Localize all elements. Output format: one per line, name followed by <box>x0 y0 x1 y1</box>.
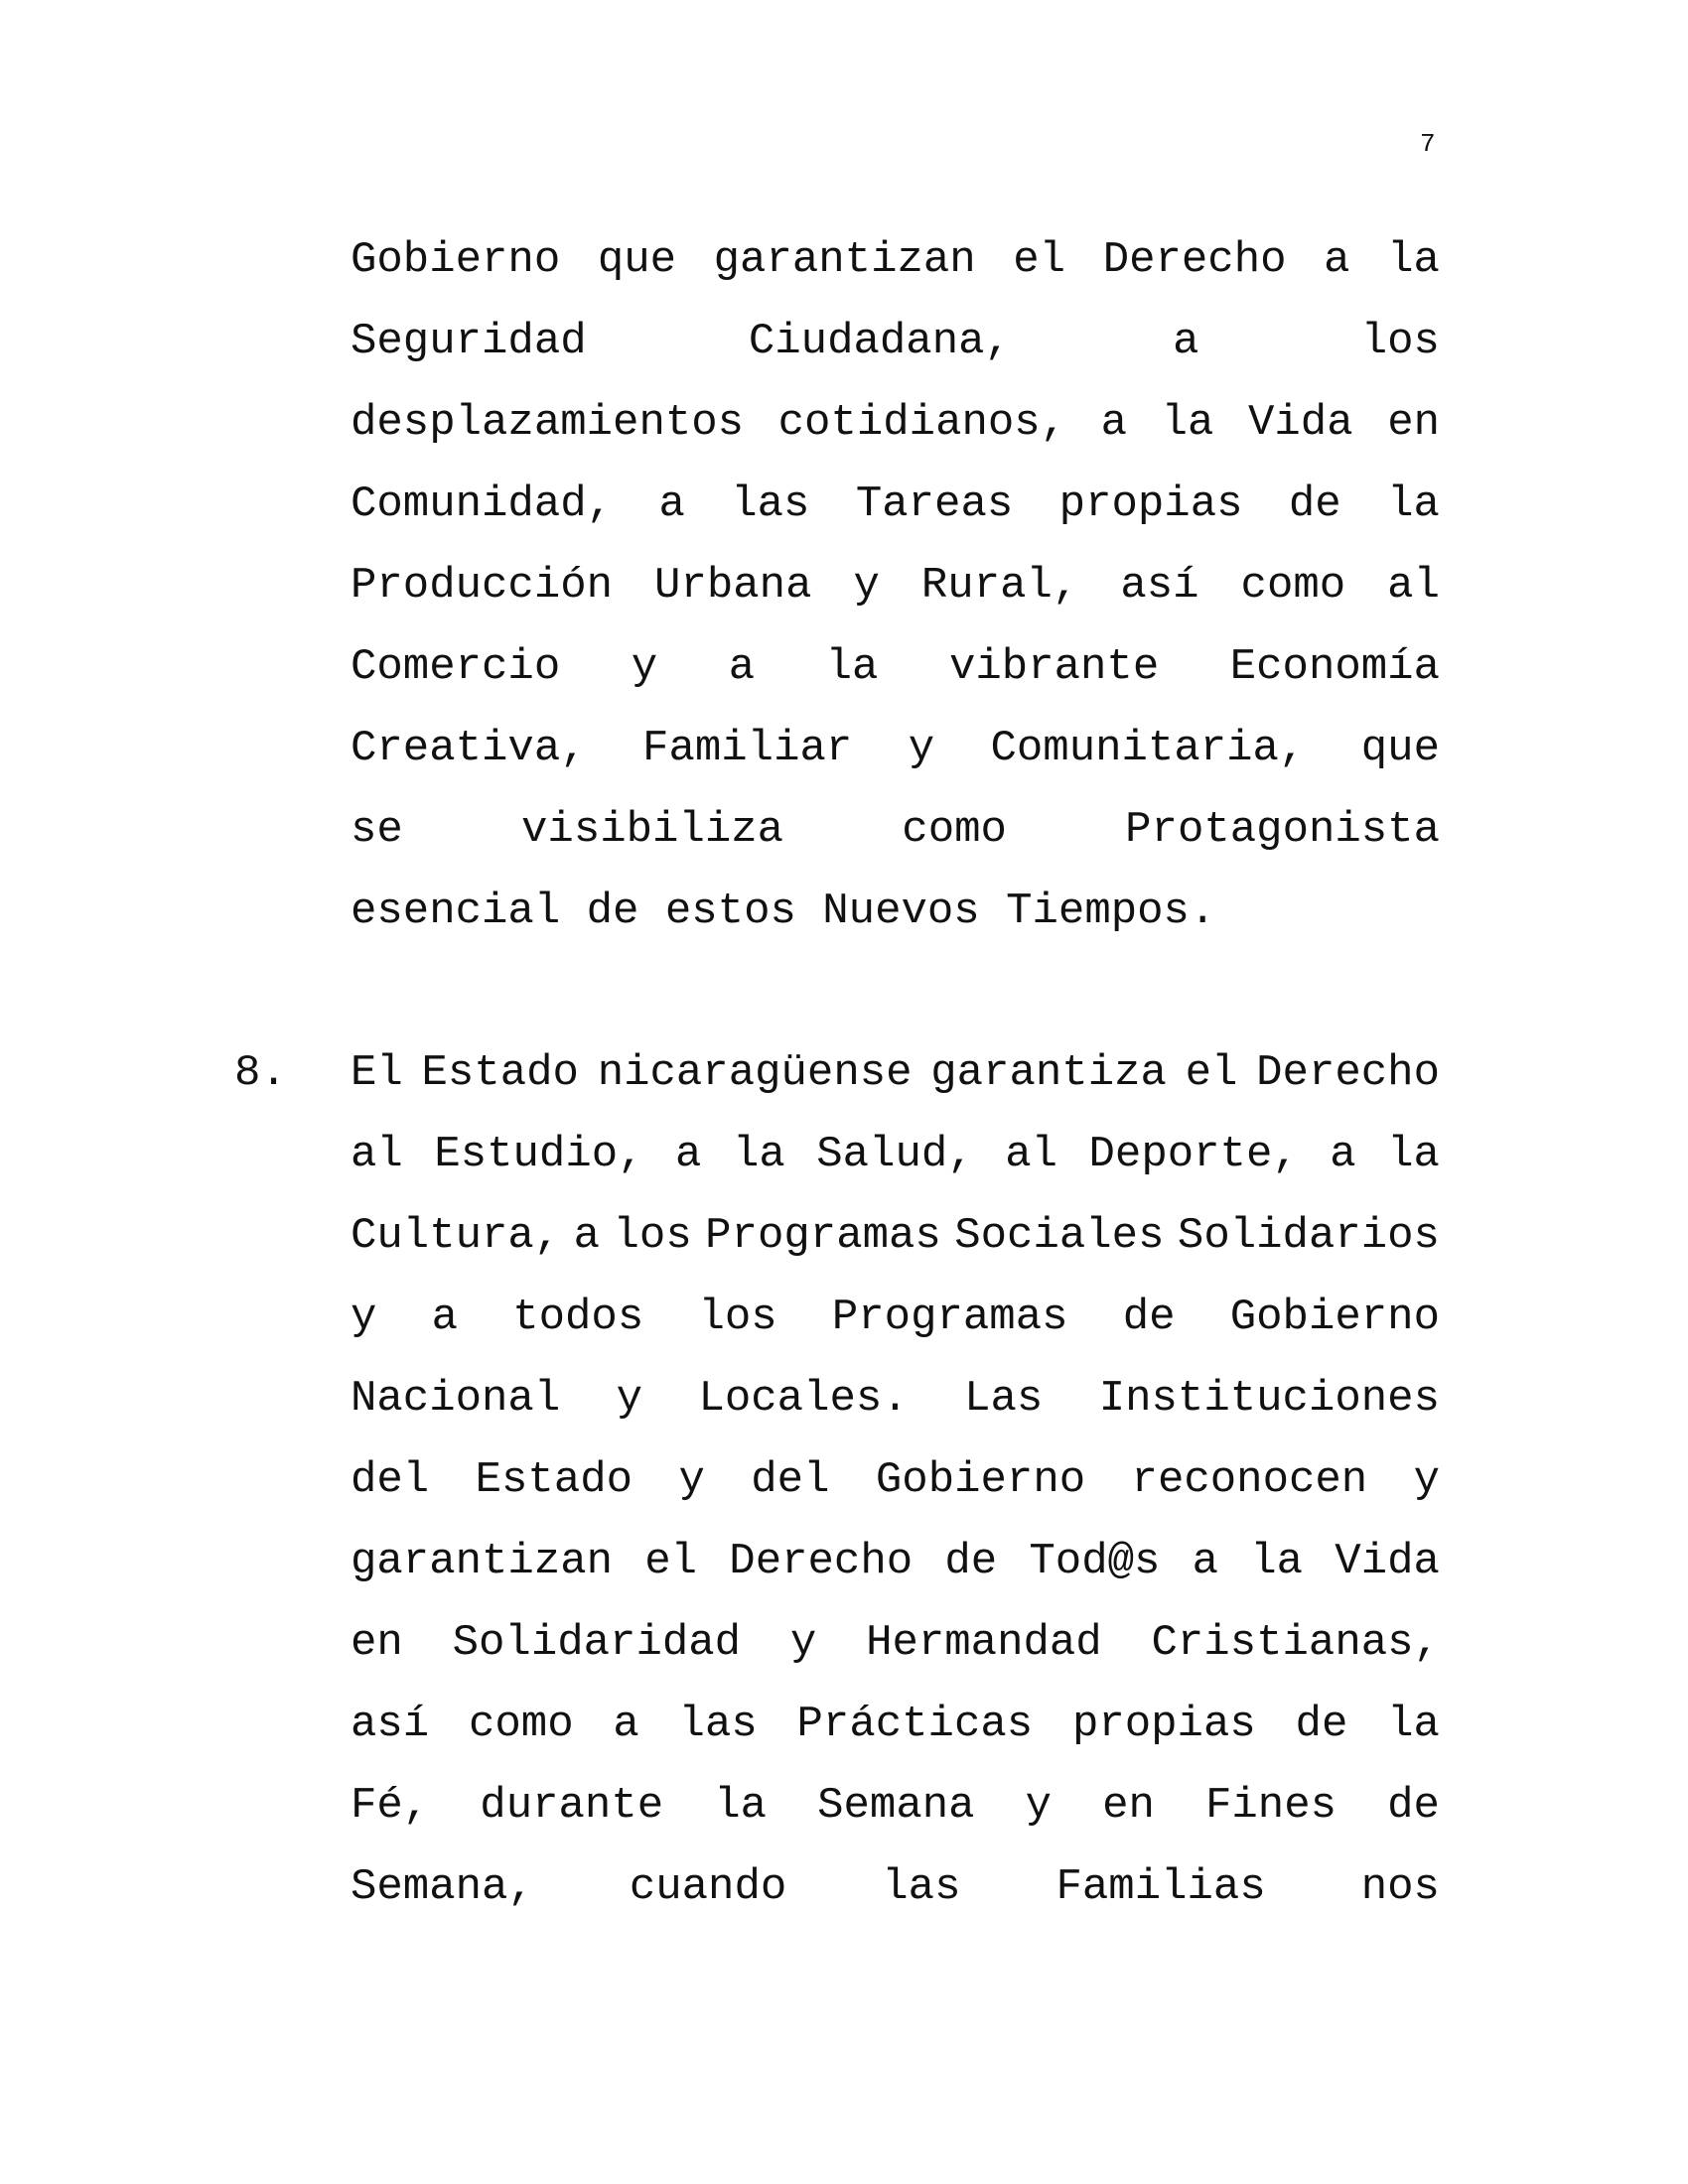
word: Semana <box>817 1781 975 1831</box>
word: vibrante <box>948 642 1160 692</box>
word: se <box>351 805 403 855</box>
word: durante <box>480 1781 664 1831</box>
word: visibiliza <box>521 805 784 855</box>
text-line <box>351 1032 1440 1114</box>
word: Sociales <box>954 1211 1165 1261</box>
word: de <box>1295 1700 1348 1749</box>
word: Nacional <box>351 1374 561 1424</box>
text-line <box>351 626 1440 708</box>
word: a <box>1324 235 1350 285</box>
word: Producción <box>351 561 614 611</box>
text-line <box>351 1277 1440 1358</box>
word: del <box>751 1455 830 1505</box>
word: que <box>1360 724 1440 773</box>
word: al <box>351 1130 403 1179</box>
text-line <box>351 464 1440 545</box>
word: que <box>597 235 677 285</box>
word: y <box>631 642 658 692</box>
word: propias <box>1071 1700 1256 1749</box>
word: garantiza <box>930 1048 1167 1098</box>
word: Fé, <box>351 1781 430 1831</box>
word: a <box>573 1211 601 1261</box>
word: Vida <box>1335 1537 1440 1586</box>
text-line <box>351 382 1440 464</box>
word: la <box>1387 1700 1440 1749</box>
word: Estado <box>421 1048 579 1098</box>
word: los <box>698 1293 777 1342</box>
word: Gobierno <box>351 235 561 285</box>
word: a <box>1192 1537 1219 1586</box>
word: garantizan <box>713 235 976 285</box>
word: la <box>732 1130 785 1179</box>
word: garantizan <box>351 1537 614 1586</box>
word: y <box>616 1374 643 1424</box>
word: Solidaridad <box>452 1618 742 1668</box>
list-item-number: 8. <box>234 1048 287 1098</box>
text-line-last: esencial de estos Nuevos Tiempos. <box>351 887 1216 936</box>
word: Cristianas, <box>1151 1618 1440 1668</box>
word: la <box>714 1781 768 1831</box>
word: Vida <box>1248 398 1353 448</box>
word: el <box>644 1537 698 1586</box>
word: cotidianos, <box>777 398 1067 448</box>
word: de <box>1122 1293 1176 1342</box>
word: Economía <box>1229 642 1440 692</box>
word: Cultura, <box>351 1211 561 1261</box>
word: así <box>1120 561 1199 611</box>
word: a <box>658 479 685 529</box>
word: de <box>1387 1781 1440 1831</box>
word: Familias <box>1055 1862 1266 1912</box>
word: Comunitaria, <box>990 724 1306 773</box>
text-line <box>351 708 1440 789</box>
word: de <box>1288 479 1341 529</box>
word: Rural, <box>920 561 1079 611</box>
word: Protagonista <box>1125 805 1440 855</box>
word: y <box>1025 1781 1053 1831</box>
text-line <box>351 789 1440 871</box>
word: la <box>1250 1537 1304 1586</box>
word: las <box>731 479 810 529</box>
word: como <box>468 1700 574 1749</box>
word: Programas <box>705 1211 941 1261</box>
word: y <box>789 1618 817 1668</box>
word: a <box>675 1130 702 1179</box>
word: a <box>431 1293 459 1342</box>
word: a <box>1173 317 1199 366</box>
word: desplazamientos <box>351 398 745 448</box>
text-line <box>351 1602 1440 1684</box>
text-line <box>351 1846 1440 1928</box>
word: a <box>728 642 756 692</box>
word: Comunidad, <box>351 479 614 529</box>
word: la <box>825 642 879 692</box>
word: como <box>1240 561 1346 611</box>
word: el <box>1185 1048 1238 1098</box>
word: Comercio <box>351 642 561 692</box>
word: Deporte, <box>1088 1130 1299 1179</box>
word: a <box>1330 1130 1356 1179</box>
word: las <box>882 1862 961 1912</box>
text-line <box>351 1765 1440 1846</box>
word: y <box>908 724 935 773</box>
word: reconocen <box>1131 1455 1368 1505</box>
word: a <box>1100 398 1128 448</box>
word: en <box>1387 398 1440 448</box>
word: las <box>678 1700 758 1749</box>
word: la <box>1387 235 1440 285</box>
word: los <box>613 1211 692 1261</box>
word: en <box>351 1618 403 1668</box>
word: Locales. <box>698 1374 909 1424</box>
paragraph-continuation <box>351 219 1440 952</box>
word: de <box>944 1537 998 1586</box>
text-line <box>351 219 1440 301</box>
word: Derecho <box>729 1537 914 1586</box>
word: del <box>351 1455 430 1505</box>
word: Ciudadana, <box>748 317 1011 366</box>
text-line <box>351 1684 1440 1765</box>
word: y <box>1413 1455 1440 1505</box>
word: así <box>351 1700 430 1749</box>
word: todos <box>512 1293 644 1342</box>
word: a <box>613 1700 639 1749</box>
word: el <box>1013 235 1066 285</box>
word: y <box>678 1455 705 1505</box>
word: Tod@s <box>1029 1537 1161 1586</box>
word: los <box>1360 317 1440 366</box>
text-line <box>351 545 1440 626</box>
numbered-paragraph <box>351 1032 1440 1928</box>
word: Salud, <box>816 1130 974 1179</box>
word: Derecho <box>1102 235 1287 285</box>
page-number: 7 <box>1420 129 1436 159</box>
word: Estado <box>475 1455 633 1505</box>
word: al <box>1387 561 1440 611</box>
text-line <box>351 1521 1440 1602</box>
word: Creativa, <box>351 724 587 773</box>
text-line <box>351 1439 1440 1521</box>
word: Instituciones <box>1098 1374 1440 1424</box>
word: como <box>902 805 1007 855</box>
text-line <box>351 1195 1440 1277</box>
word: la <box>1387 479 1440 529</box>
word: en <box>1102 1781 1155 1831</box>
word: la <box>1161 398 1214 448</box>
word: Estudio, <box>434 1130 644 1179</box>
word: Programas <box>831 1293 1068 1342</box>
word: nicaragüense <box>597 1048 913 1098</box>
word: Prácticas <box>796 1700 1034 1749</box>
text-line <box>351 1114 1440 1195</box>
word: cuando <box>629 1862 787 1912</box>
word: Gobierno <box>1229 1293 1440 1342</box>
word: Hermandad <box>866 1618 1102 1668</box>
word: Derecho <box>1256 1048 1440 1098</box>
word: y <box>351 1293 377 1342</box>
word: El <box>351 1048 403 1098</box>
word: la <box>1387 1130 1440 1179</box>
word: propias <box>1058 479 1243 529</box>
word: Solidarios <box>1177 1211 1440 1261</box>
word: Las <box>964 1374 1044 1424</box>
word: Fines <box>1205 1781 1337 1831</box>
word: al <box>1005 1130 1058 1179</box>
word: Semana, <box>351 1862 534 1912</box>
word: Seguridad <box>351 317 587 366</box>
text-line <box>351 1358 1440 1439</box>
word: Tareas <box>855 479 1014 529</box>
text-line <box>351 301 1440 382</box>
word: Urbana <box>654 561 812 611</box>
word: Gobierno <box>875 1455 1086 1505</box>
word: nos <box>1360 1862 1440 1912</box>
word: y <box>853 561 880 611</box>
word: Familiar <box>642 724 853 773</box>
